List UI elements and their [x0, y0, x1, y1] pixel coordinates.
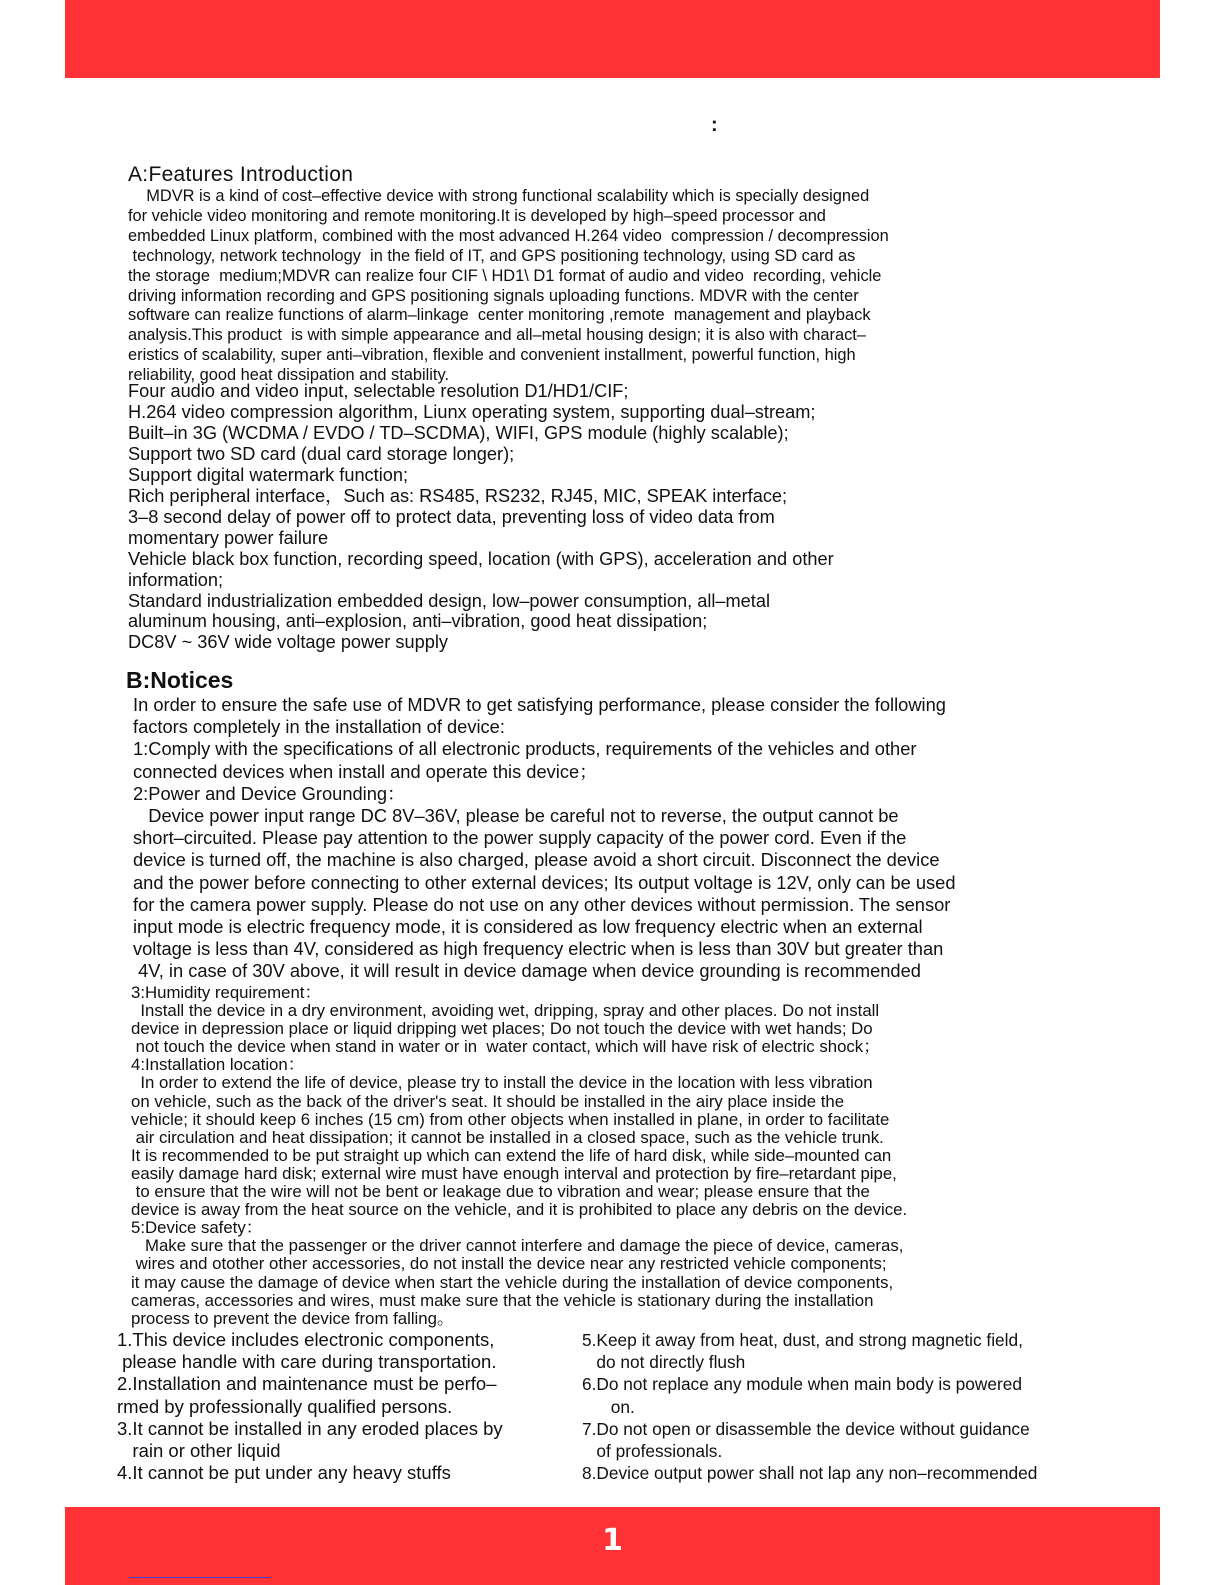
text-line: it may cause the damage of device when start the vehicle during the installation of device components, [131, 1272, 894, 1292]
text-line: 1.This device includes electronic components, [117, 1329, 495, 1350]
text-line: H.264 video compression algorithm, Liunx operating system, supporting dual–stream; [128, 401, 816, 422]
footer-link-underline[interactable] [129, 1577, 270, 1578]
text-line: voltage is less than 4V, considered as high frequency electric when is less than 30V but greater than [133, 938, 944, 960]
text-line: 2.Installation and maintenance must be perfo– [117, 1373, 497, 1395]
text-line: device is turned off, the machine is also charged, please avoid a short circuit. Disconnect the device [133, 849, 940, 871]
text-line: It is recommended to be put straight up which can extend the life of hard disk, while side–mounted can [131, 1145, 892, 1165]
text-line: 1:Comply with the specifications of all electronic products, requirements of the vehicles and other [133, 738, 917, 760]
section-a-title: A:Features Introduction [128, 163, 354, 186]
text-line: analysis.This product is with simple appearance and all–metal housing design; it is also with charact– [128, 326, 866, 345]
text-line: In order to ensure the safe use of MDVR to get satisfying performance, please consider the following [133, 694, 946, 715]
text-line: 5:Device safety： [131, 1218, 263, 1238]
text-line: process to prevent the device from falling。 [131, 1308, 454, 1328]
text-line: software can realize functions of alarm–linkage center monitoring ,remote management and playback [128, 306, 871, 325]
text-line: and the power before connecting to other external devices; Its output voltage is 12V, only can be used [133, 871, 956, 893]
text-line: technology, network technology in the field of IT, and GPS positioning technology, using SD card as [128, 246, 856, 265]
text-line: on. [582, 1396, 635, 1417]
text-line: aluminum housing, anti–explosion, anti–vibration, good heat dissipation; [128, 611, 708, 632]
text-line: please handle with care during transportation. [117, 1351, 497, 1373]
page-number: 1 [602, 1523, 623, 1558]
text-line: rmed by professionally qualified persons. [117, 1395, 453, 1417]
text-line: 3.It cannot be installed in any eroded places by [117, 1417, 503, 1439]
text-line: the storage medium;MDVR can realize four CIF \ HD1\ D1 format of audio and video recording, vehicle [128, 266, 882, 285]
text-line: driving information recording and GPS positioning signals uploading functions. MDVR with the center [128, 286, 859, 305]
text-line: easily damage hard disk; external wire must have enough interval and protection by fire–retardant pipe, [131, 1163, 897, 1183]
section-b-title: B:Notices [126, 667, 234, 693]
text-line: vehicle; it should keep 6 inches (15 cm) from other objects when installed in plane, in order to facilitate [131, 1109, 890, 1129]
notices-detail-paragraph [131, 984, 907, 1328]
text-line: of professionals. [582, 1441, 723, 1462]
text-line: Four audio and video input, selectable resolution D1/HD1/CIF; [128, 381, 629, 401]
text-line: for the camera power supply. Please do not use on any other devices without permission. The sensor [133, 893, 951, 915]
notes-left-column [117, 1329, 503, 1484]
text-line: do not directly flush [582, 1352, 746, 1373]
text-line: 2:Power and Device Grounding： [133, 782, 406, 804]
text-line: Install the device in a dry environment, avoiding wet, dripping, spray and other places. Do not install [131, 1001, 880, 1021]
text-line: device in depression place or liquid dripping wet places; Do not touch the device with wet hands; Do [131, 1019, 873, 1039]
text-line: factors completely in the installation of device: [133, 716, 505, 738]
text-line: Support two SD card (dual card storage longer); [128, 443, 515, 464]
text-line: device is away from the heat source on the vehicle, and it is prohibited to place any debris on the device. [131, 1200, 908, 1220]
text-line: 4:Installation location： [131, 1055, 305, 1075]
text-line: Standard industrialization embedded design, low–power consumption, all–metal [128, 590, 770, 611]
text-line: for vehicle video monitoring and remote monitoring.It is developed by high–speed processor and [128, 206, 826, 225]
text-line: Rich peripheral interface，Such as: RS485, RS232, RJ45, MIC, SPEAK interface; [128, 485, 788, 506]
text-line: reliability, good heat dissipation and stability. [128, 366, 450, 385]
text-line: 8.Device output power shall not lap any non–recommended [582, 1463, 1038, 1484]
text-line: MDVR is a kind of cost–effective device with strong functional scalability which is specially designed [128, 187, 870, 205]
features-intro-paragraph [128, 187, 889, 386]
text-line: momentary power failure [128, 527, 329, 548]
text-line: Support digital watermark function; [128, 464, 409, 485]
header-band [65, 0, 1160, 78]
text-line: Device power input range DC 8V–36V, please be careful not to reverse, the output cannot be [133, 805, 899, 827]
text-line: wires and otother other accessories, do not install the device near any restricted vehicle components; [131, 1254, 887, 1274]
text-line: Vehicle black box function, recording speed, location (with GPS), acceleration and other [128, 548, 834, 569]
text-line: Make sure that the passenger or the driver cannot interfere and damage the piece of device, cameras, [131, 1236, 904, 1256]
notes-right-column [582, 1329, 1037, 1484]
text-line: In order to extend the life of device, please try to install the device in the location with less vibration [131, 1073, 873, 1093]
features-list [128, 381, 834, 653]
text-line: 3–8 second delay of power off to protect data, preventing loss of video data from [128, 506, 775, 527]
text-line: 7.Do not open or disassemble the device without guidance [582, 1418, 1030, 1439]
text-line: input mode is electric frequency mode, it is considered as low frequency electric when an external [133, 916, 923, 938]
text-line: air circulation and heat dissipation; it cannot be installed in a closed space, such as the vehicle trunk. [131, 1127, 884, 1147]
text-line: 4V, in case of 30V above, it will result in device damage when device grounding is recommended [133, 960, 921, 982]
footer-band [65, 1507, 1160, 1585]
header-colon: : [711, 114, 718, 136]
text-line: information; [128, 569, 224, 590]
text-line: 6.Do not replace any module when main body is powered [582, 1374, 1022, 1395]
text-line: embedded Linux platform, combined with the most advanced H.264 video compression / decompression [128, 226, 889, 245]
notices-main-paragraph [133, 694, 956, 983]
text-line: 5.Keep it away from heat, dust, and strong magnetic field, [582, 1330, 1023, 1350]
text-line: eristics of scalability, super anti–vibration, flexible and convenient installment, powerful function, high [128, 346, 856, 365]
text-line: DC8V ~ 36V wide voltage power supply [128, 632, 448, 653]
text-line: short–circuited. Please pay attention to the power supply capacity of the power cord. Even if the [133, 827, 907, 849]
text-line: rain or other liquid [117, 1440, 281, 1462]
text-line: 3:Humidity requirement： [131, 983, 322, 1002]
text-line: on vehicle, such as the back of the driver's seat. It should be installed in the airy place inside the [131, 1091, 845, 1111]
text-line: to ensure that the wire will not be bent or leakage due to vibration and wear; please ensure that the [131, 1182, 870, 1202]
text-line: Built–in 3G (WCDMA / EVDO / TD–SCDMA), WIFI, GPS module (highly scalable); [128, 422, 789, 443]
text-line: not touch the device when stand in water or in water contact, which will have risk of electric shock； [131, 1037, 880, 1057]
text-line: 4.It cannot be put under any heavy stuffs [117, 1462, 451, 1484]
text-line: cameras, accessories and wires, must make sure that the vehicle is stationary during the installation [131, 1290, 874, 1310]
text-line: connected devices when install and operate this device； [133, 760, 598, 782]
